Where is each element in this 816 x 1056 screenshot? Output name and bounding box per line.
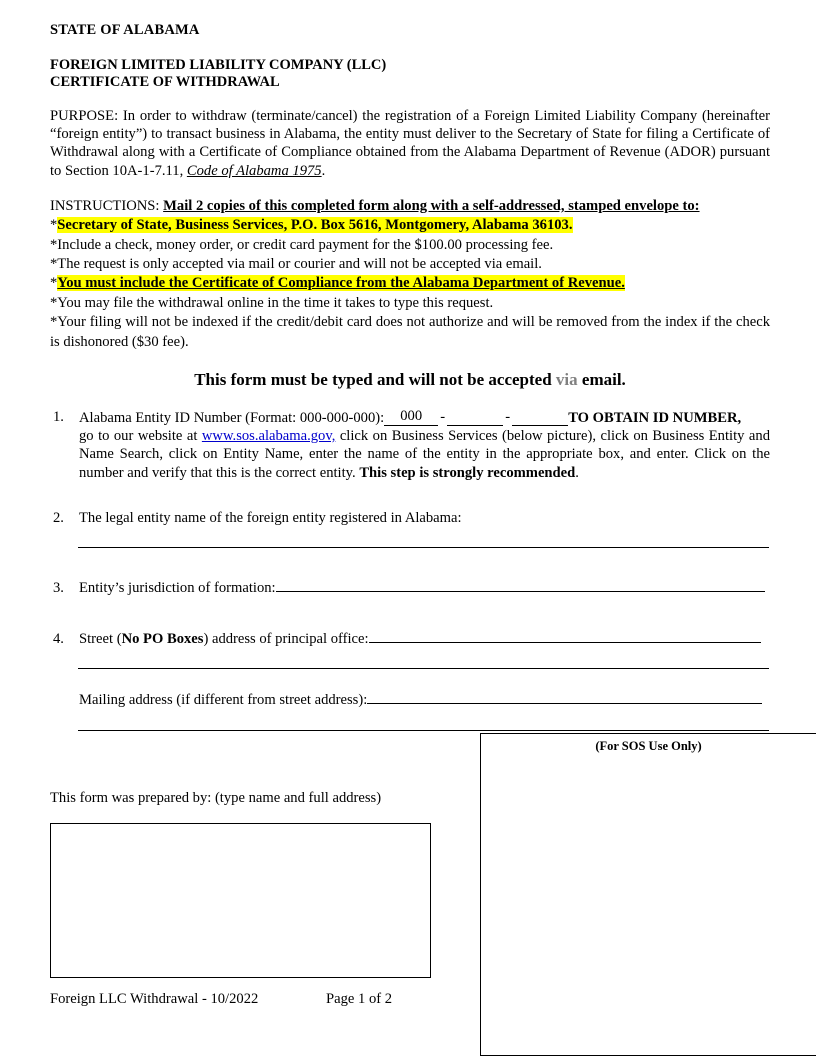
- footer-form-id: Foreign LLC Withdrawal - 10/2022: [50, 991, 259, 1007]
- form-item-4-mailing: [50, 691, 770, 709]
- purpose-citation: Code of Alabama 1975: [186, 162, 322, 179]
- item-number: 2.: [53, 509, 64, 526]
- item-4-label-before: Street (: [79, 631, 122, 648]
- bullet-star: *: [50, 314, 58, 331]
- item-4-label-after: ) address of principal office:: [203, 631, 369, 648]
- purpose-text: In order to withdraw (terminate/cancel) the registration of a Foreign Limited Liability Company (hereinafter “foreign entity”) to transact business in Alabama, the entity must deliver to the Secretary of State for filing a Certificate of Withdrawal along with a Certificate of Compliance obtained from the Alabama Department of Revenue (ADOR) pursuant to Section 10A-1-7.11,: [50, 108, 770, 179]
- instruction-bullet: [50, 274, 770, 293]
- footer-page-number: Page 1 of 2: [326, 991, 393, 1007]
- typed-notice-part2: email.: [577, 370, 626, 390]
- entity-id-part-3[interactable]: [512, 407, 568, 426]
- item-1-period: .: [575, 464, 579, 481]
- street-address-input-line[interactable]: [369, 631, 761, 643]
- item-4-no-po-boxes: No PO Boxes: [121, 631, 204, 648]
- instruction-bullet: [50, 236, 770, 255]
- bullet-star: *: [50, 217, 58, 234]
- bullet-star: *: [50, 275, 58, 292]
- item-2-label: The legal entity name of the foreign entity registered in Alabama:: [79, 509, 462, 526]
- jurisdiction-input-line[interactable]: [276, 580, 765, 592]
- item-4-row: [79, 630, 770, 648]
- entity-id-part-1[interactable]: 000: [384, 407, 438, 426]
- instructions-block: [50, 197, 770, 352]
- typed-notice-part1: This form must be typed and will not be accepted: [194, 370, 556, 390]
- sos-use-only-box: [480, 733, 816, 1056]
- item-1-recommend-note: This step is strongly recommended: [359, 464, 576, 481]
- form-item-2: [50, 509, 770, 527]
- bullet-star: *: [50, 256, 58, 273]
- instructions-headline-row: [50, 197, 770, 216]
- form-items: [50, 408, 770, 731]
- purpose-text-end: .: [321, 162, 326, 179]
- bullet-text: You must include the Certificate of Compliance from the Alabama Department of Revenue.: [57, 275, 625, 292]
- mailing-address-input-line-2[interactable]: [78, 730, 769, 731]
- mailing-address-input-line[interactable]: [367, 692, 762, 704]
- form-title-line-2: CERTIFICATE OF WITHDRAWAL: [50, 74, 280, 90]
- street-address-input-line-2[interactable]: [78, 668, 769, 669]
- instruction-bullet: [50, 294, 770, 313]
- item-3-row: [79, 579, 770, 597]
- bullet-text: You may file the withdrawal online in the time it takes to type this request.: [57, 294, 494, 311]
- sos-use-only-label: (For SOS Use Only): [595, 739, 702, 753]
- item-3-label: Entity’s jurisdiction of formation:: [79, 580, 276, 597]
- item-1-label: Alabama Entity ID Number (Format: 000-000-000):: [79, 410, 385, 427]
- sos-website-link[interactable]: www.sos.alabama.gov,: [201, 428, 336, 445]
- typed-notice-gray-word: via: [555, 370, 578, 390]
- form-item-1: [50, 408, 770, 482]
- item-1-instructions-before-link: go to our website at: [79, 428, 202, 445]
- item-number: 4.: [53, 631, 64, 648]
- bullet-text: The request is only accepted via mail or courier and will not be accepted via email.: [57, 256, 542, 273]
- item-4-mailing-row: [79, 691, 770, 709]
- entity-name-input-line[interactable]: [78, 547, 769, 548]
- item-1-body: [79, 408, 770, 482]
- mailing-address-label: Mailing address (if different from street address):: [79, 692, 368, 709]
- item-1-instructions-after-link: click on Business Services (below picture), click on Business Entity and Name Search, click on Entity Name, enter the name of the entity in the appropriate box, and enter. Click on the number and verify that this is the correct entity.: [79, 428, 770, 481]
- bullet-star: *: [50, 236, 58, 253]
- instruction-bullet: [50, 255, 770, 274]
- entity-id-input-group[interactable]: [384, 407, 568, 426]
- item-number: 3.: [53, 580, 64, 597]
- document-content: [50, 22, 770, 731]
- entity-id-dash-2: -: [505, 409, 511, 426]
- entity-id-part-2[interactable]: [447, 407, 503, 426]
- bullet-text: Include a check, money order, or credit card payment for the $100.00 processing fee.: [57, 236, 554, 253]
- instruction-bullet: [50, 216, 770, 235]
- entity-id-dash-1: -: [440, 409, 446, 426]
- prepared-by-label: This form was prepared by: (type name and full address): [50, 790, 382, 806]
- bullet-star: *: [50, 294, 58, 311]
- bullet-text: Your filing will not be indexed if the credit/debit card does not authorize and will be removed from the index if the check is dishonored ($30 fee).: [50, 314, 770, 350]
- form-item-4: [50, 630, 770, 648]
- obtain-id-note: TO OBTAIN ID NUMBER,: [568, 410, 742, 427]
- bullet-text: Secretary of State, Business Services, P.O. Box 5616, Montgomery, Alabama 36103.: [57, 217, 573, 234]
- footer: [50, 991, 470, 1008]
- prepared-by-textbox[interactable]: [50, 823, 431, 978]
- purpose-paragraph: [50, 107, 770, 180]
- typed-notice: [50, 370, 770, 390]
- instructions-headline: Mail 2 copies of this completed form along with a self-addressed, stamped envelope to:: [163, 197, 700, 214]
- purpose-label: PURPOSE:: [50, 108, 119, 124]
- item-number: 1.: [53, 409, 64, 426]
- instruction-bullet: [50, 313, 770, 352]
- state-header: STATE OF ALABAMA: [50, 22, 200, 38]
- form-item-3: [50, 579, 770, 597]
- instructions-label: INSTRUCTIONS:: [50, 197, 160, 214]
- form-title-line-1: FOREIGN LIMITED LIABILITY COMPANY (LLC): [50, 57, 387, 73]
